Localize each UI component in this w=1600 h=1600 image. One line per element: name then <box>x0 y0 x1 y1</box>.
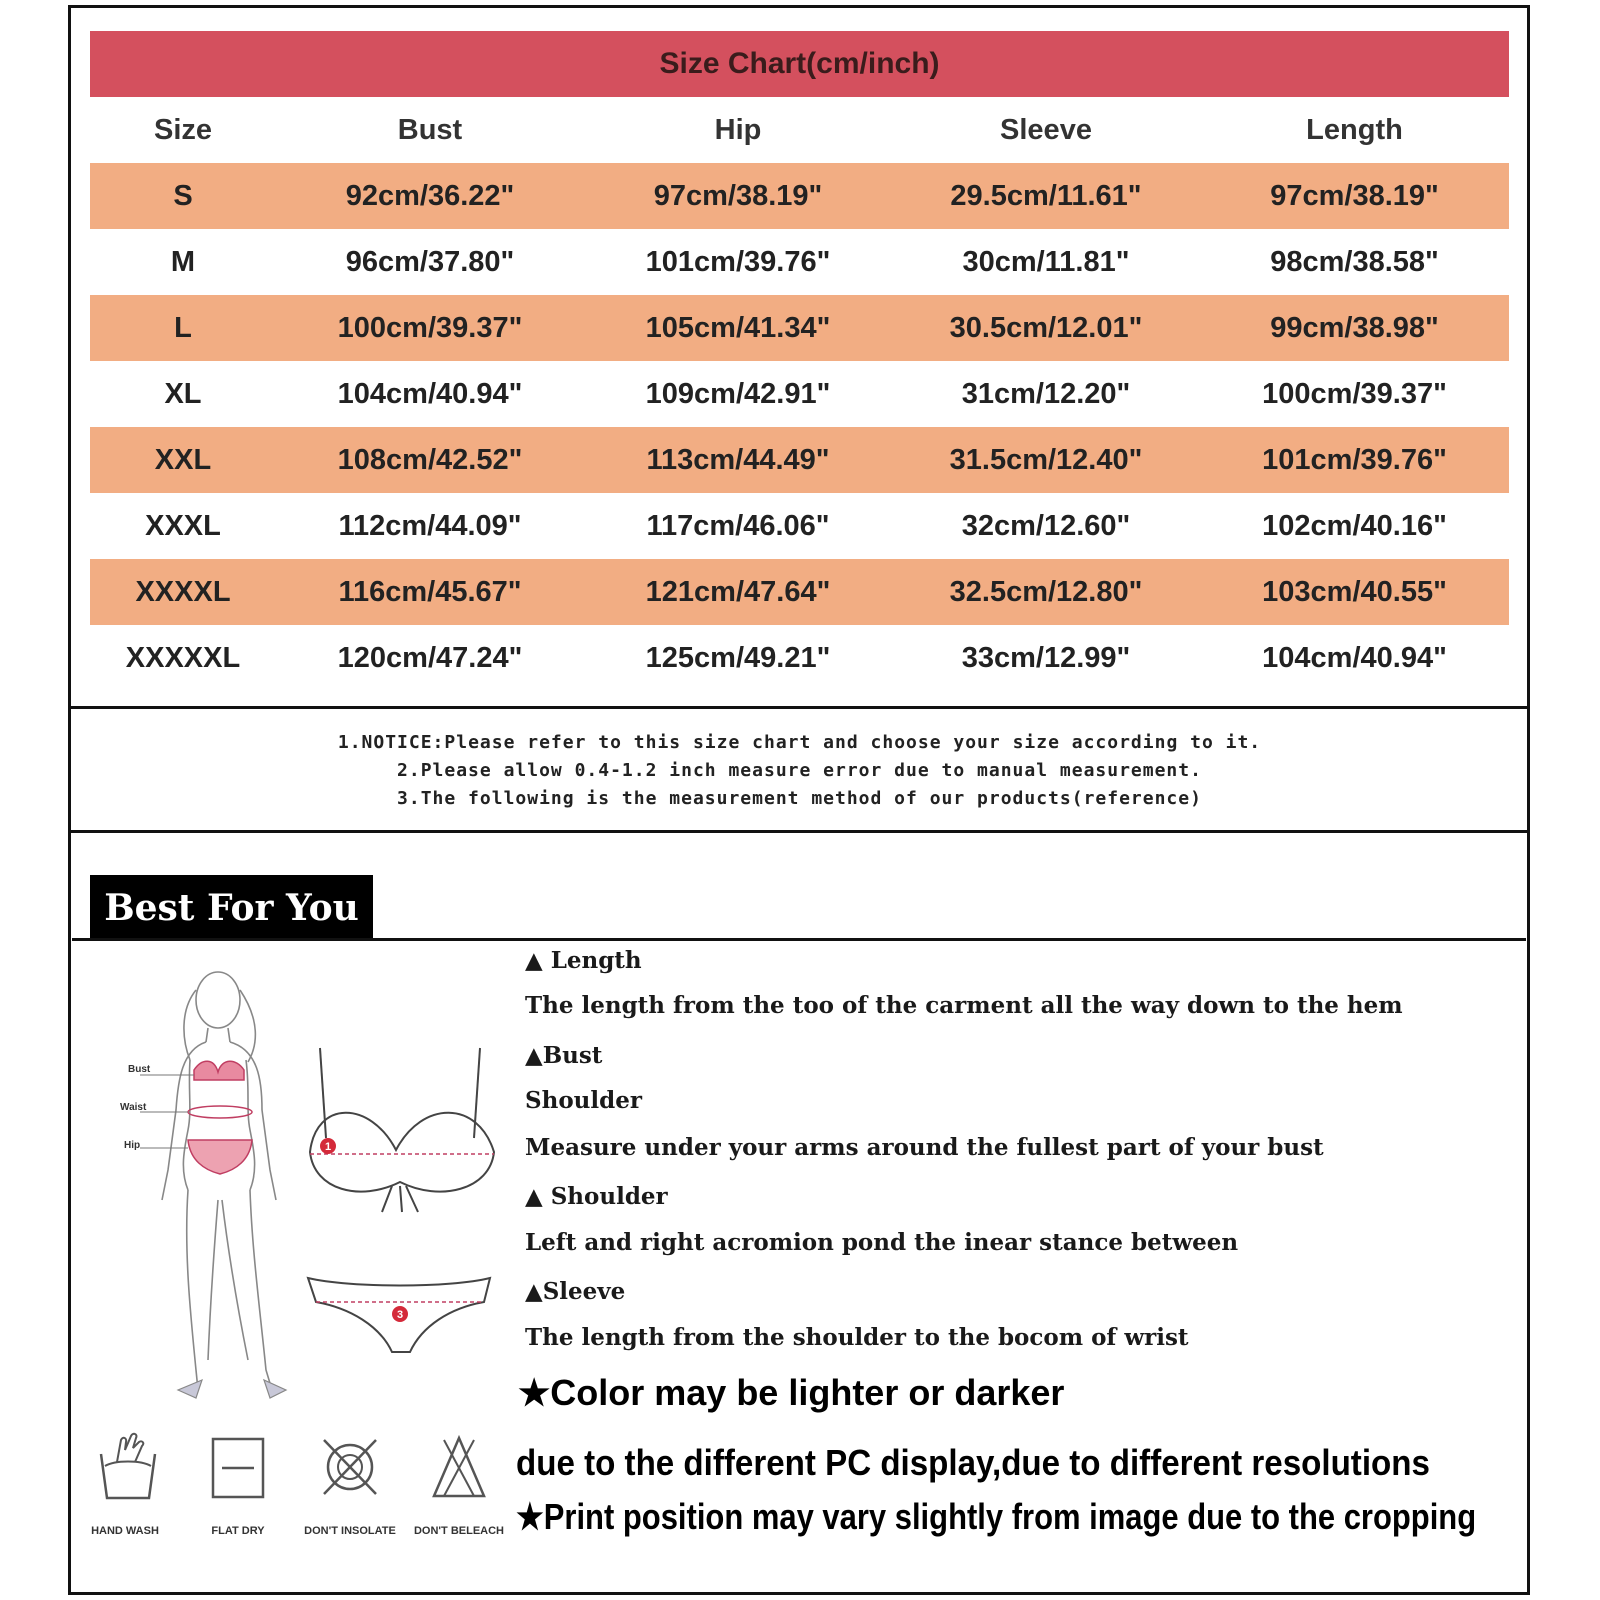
hip-cell: 125cm/49.21" <box>645 641 831 674</box>
section-divider <box>68 830 1530 833</box>
table-row <box>90 625 1509 691</box>
sleeve-cell: 29.5cm/11.61" <box>950 179 1142 212</box>
hand-wash-icon <box>95 1432 161 1502</box>
print-note: ★Print position may vary slightly from image due to the cropping <box>516 1496 1477 1537</box>
hip-cell: 109cm/42.91" <box>645 377 831 410</box>
size-cell: XXXXL <box>135 575 231 608</box>
hip-cell: 121cm/47.64" <box>645 575 831 608</box>
bust-label: Bust <box>128 1064 151 1075</box>
length-cell: 99cm/38.98" <box>1270 311 1439 344</box>
size-chart-title: Size Chart(cm/inch) <box>90 31 1509 97</box>
length-cell: 100cm/39.37" <box>1262 377 1447 410</box>
waist-line <box>188 1106 252 1118</box>
sleeve-cell: 30.5cm/12.01" <box>949 311 1143 344</box>
sleeve-cell: 31cm/12.20" <box>961 377 1131 410</box>
color-note: ★Color may be lighter or darker <box>518 1372 1065 1413</box>
table-row <box>90 493 1509 559</box>
dont-bleach-label: DON'T BELEACH <box>413 1525 504 1537</box>
flat-dry-icon <box>210 1436 266 1500</box>
hip-cell: 101cm/39.76" <box>645 245 831 278</box>
length-cell: 104cm/40.94" <box>1262 641 1447 674</box>
section-divider <box>68 706 1530 709</box>
sleeve-cell: 30cm/11.81" <box>962 245 1130 278</box>
bust-cell: 108cm/42.52" <box>337 443 523 476</box>
column-header-length: Length <box>1306 113 1403 146</box>
shoulder-text: Shoulder <box>525 1087 642 1114</box>
shoulder-description: Left and right acromion pond the inear stance between <box>525 1229 1239 1256</box>
size-cell: XXXXXL <box>125 641 241 674</box>
bust-cell: 96cm/37.80" <box>345 245 515 278</box>
table-row <box>90 361 1509 427</box>
length-cell: 103cm/40.55" <box>1262 575 1447 608</box>
dont-insolate-label: DON'T INSOLATE <box>304 1525 396 1537</box>
size-cell: S <box>173 179 193 212</box>
best-for-you-tab: Best For You <box>90 875 373 940</box>
column-header-sleeve: Sleeve <box>1000 113 1092 146</box>
length-cell: 97cm/38.19" <box>1270 179 1439 212</box>
hip-cell: 113cm/44.49" <box>646 443 830 476</box>
notice-line-2: 2.Please allow 0.4-1.2 inch measure error due to manual measurement. <box>397 760 1202 781</box>
sleeve-cell: 32cm/12.60" <box>961 509 1131 542</box>
hand-wash-label: HAND WASH <box>91 1525 159 1537</box>
marker-3-label: 3 <box>396 1309 404 1321</box>
hip-cell: 117cm/46.06" <box>646 509 830 542</box>
bikini-bottom-shape <box>188 1140 252 1174</box>
hip-cell: 97cm/38.19" <box>653 179 823 212</box>
column-header-bust: Bust <box>397 113 463 146</box>
notice-line-3: 3.The following is the measurement method of our products(reference) <box>397 788 1202 809</box>
table-header-row <box>90 97 1509 163</box>
hip-label: Hip <box>124 1140 141 1151</box>
bust-cell: 104cm/40.94" <box>337 377 523 410</box>
display-note: due to the different PC display,due to different resolutions <box>516 1442 1430 1483</box>
bust-cell: 116cm/45.67" <box>338 575 522 608</box>
length-cell: 98cm/38.58" <box>1270 245 1439 278</box>
bust-cell: 120cm/47.24" <box>337 641 523 674</box>
bikini-top-shape <box>194 1061 244 1080</box>
column-header-hip: Hip <box>714 113 762 146</box>
best-for-you-underline <box>72 938 1526 941</box>
model-figure <box>162 972 276 1390</box>
length-description: The length from the too of the carment all the way down to the hem <box>525 992 1403 1019</box>
sleeve-cell: 32.5cm/12.80" <box>949 575 1143 608</box>
table-row <box>90 559 1509 625</box>
bra-outline-illustration <box>310 1048 494 1212</box>
table-row <box>90 427 1509 493</box>
table-row <box>90 295 1509 361</box>
bust-cell: 100cm/39.37" <box>337 311 523 344</box>
length-cell: 101cm/39.76" <box>1262 443 1447 476</box>
bust-description: Measure under your arms around the fullest part of your bust <box>525 1134 1324 1161</box>
flat-dry-label: FLAT DRY <box>211 1525 265 1537</box>
waist-label: Waist <box>120 1102 147 1113</box>
length-cell: 102cm/40.16" <box>1262 509 1447 542</box>
bust-cell: 92cm/36.22" <box>345 179 515 212</box>
dont-insolate-icon <box>318 1434 382 1500</box>
sleeve-cell: 33cm/12.99" <box>961 641 1131 674</box>
notice-line-1: 1.NOTICE:Please refer to this size chart and choose your size according to it. <box>337 732 1262 753</box>
dont-bleach-icon <box>430 1434 488 1500</box>
sleeve-heading: ▲Sleeve <box>525 1278 626 1305</box>
size-cell: XXXL <box>145 509 221 542</box>
column-header-size: Size <box>153 113 213 146</box>
shoulder-heading: ▲ Shoulder <box>525 1183 668 1210</box>
size-cell: XL <box>164 377 202 410</box>
sleeve-cell: 31.5cm/12.40" <box>949 443 1143 476</box>
size-cell: M <box>170 245 196 278</box>
size-cell: XXL <box>154 443 212 476</box>
hip-cell: 105cm/41.34" <box>645 311 831 344</box>
table-row <box>90 229 1509 295</box>
size-cell: L <box>174 311 192 344</box>
sleeve-description: The length from the shoulder to the bocom of wrist <box>525 1324 1189 1351</box>
bust-heading: ▲Bust <box>525 1042 603 1069</box>
table-row <box>90 163 1509 229</box>
length-heading: ▲ Length <box>525 947 642 974</box>
marker-1-label: 1 <box>324 1141 332 1153</box>
bust-cell: 112cm/44.09" <box>338 509 522 542</box>
measurement-figure-illustration <box>110 950 520 1420</box>
